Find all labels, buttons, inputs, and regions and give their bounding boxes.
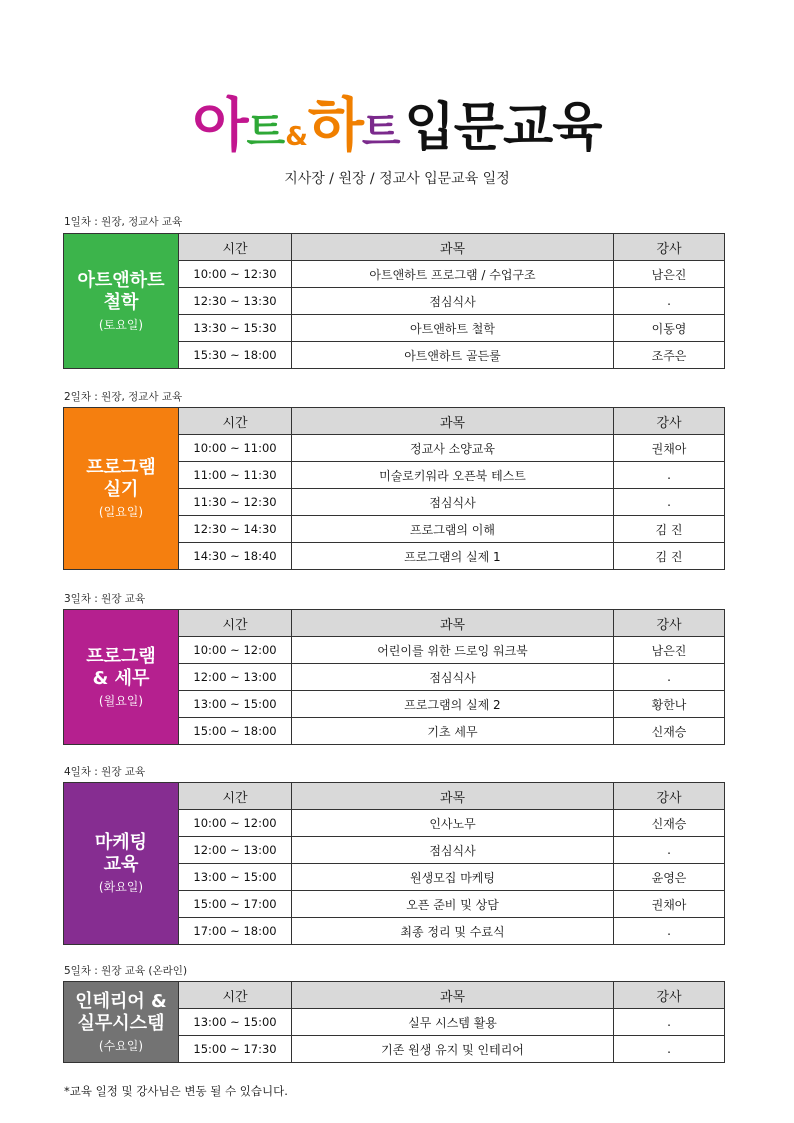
header-time: 시간 [179, 982, 292, 1008]
header-instructor: 강사 [656, 415, 682, 431]
day-block [63, 782, 725, 945]
table-row [179, 690, 724, 717]
logo [0, 78, 794, 162]
cell-time: 11:30 ~ 12:30 [179, 489, 292, 515]
table-row [179, 260, 724, 287]
cell-subject: 미술로키워라 오픈북 테스트 [292, 462, 614, 488]
table-row [179, 636, 724, 663]
day-weekday: (수요일) [98, 1038, 144, 1053]
cell-time: 13:30 ~ 15:30 [179, 315, 292, 341]
day-label: 4일차 : 원장 교육 [64, 766, 146, 778]
cell-time: 10:00 ~ 12:00 [179, 637, 292, 663]
day-title-line2: 교육 [103, 854, 139, 875]
header-instructor: 강사 [656, 241, 682, 257]
cell-time: 13:00 ~ 15:00 [179, 691, 292, 717]
cell-time: 12:30 ~ 14:30 [179, 516, 292, 542]
cell-time: 10:00 ~ 12:30 [179, 261, 292, 287]
cell-subject: 프로그램의 이해 [292, 516, 614, 542]
day-title-line2: 실기 [103, 479, 139, 500]
cell-instructor: 권채아 [651, 897, 687, 912]
cell-subject: 아트앤하트 프로그램 / 수업구조 [292, 261, 614, 287]
table-row [179, 836, 724, 863]
cell-instructor: . [667, 468, 671, 482]
header-instructor: 강사 [656, 989, 682, 1005]
cell-subject: 프로그램의 실제 2 [292, 691, 614, 717]
day-block [63, 981, 725, 1063]
cell-time: 15:00 ~ 17:00 [179, 891, 292, 917]
cell-subject: 오픈 준비 및 상담 [292, 891, 614, 917]
table-row [179, 1008, 724, 1035]
day-weekday: (화요일) [98, 880, 144, 894]
table-header [179, 408, 724, 434]
cell-subject: 인사노무 [292, 810, 614, 836]
cell-time: 13:00 ~ 15:00 [179, 1009, 292, 1035]
cell-time: 10:00 ~ 11:00 [179, 435, 292, 461]
cell-time: 15:00 ~ 18:00 [179, 718, 292, 744]
cell-time: 14:30 ~ 18:40 [179, 543, 292, 569]
header-time: 시간 [179, 234, 292, 260]
cell-instructor: 김 진 [655, 549, 683, 564]
cell-instructor: . [667, 1015, 671, 1029]
schedule-table [179, 982, 724, 1062]
cell-subject: 점심식사 [292, 489, 614, 515]
header-time: 시간 [179, 408, 292, 434]
cell-subject: 실무 시스템 활용 [292, 1009, 614, 1035]
cell-instructor: . [667, 1042, 671, 1056]
cell-subject: 아트앤하트 골든룰 [292, 342, 614, 368]
day-block [63, 609, 725, 745]
day-title-panel [64, 982, 179, 1062]
logo-char-3: 하 [307, 91, 362, 159]
table-row [179, 1035, 724, 1062]
header-subject: 과목 [292, 234, 614, 260]
logo-ampersand: & [285, 122, 308, 152]
cell-subject: 프로그램의 실제 1 [292, 543, 614, 569]
day-block [63, 407, 725, 570]
day-block [63, 233, 725, 369]
cell-instructor: 신재승 [651, 724, 687, 739]
table-row [179, 341, 724, 368]
cell-instructor: 권채아 [651, 441, 687, 456]
cell-time: 12:00 ~ 13:00 [179, 664, 292, 690]
table-row [179, 515, 724, 542]
cell-instructor: 조주은 [651, 348, 687, 363]
schedule-table [179, 234, 724, 368]
table-header [179, 783, 724, 809]
day-title-line1: 아트앤하트 [77, 269, 165, 291]
day-title-panel [64, 408, 179, 569]
schedule-table [179, 610, 724, 744]
cell-subject: 점심식사 [292, 837, 614, 863]
cell-time: 11:00 ~ 11:30 [179, 462, 292, 488]
day-label: 1일차 : 원장, 정교사 교육 [64, 216, 183, 228]
cell-instructor: 신재승 [651, 816, 687, 831]
cell-subject: 정교사 소양교육 [292, 435, 614, 461]
table-row [179, 542, 724, 569]
header-subject: 과목 [292, 783, 614, 809]
day-label: 3일차 : 원장 교육 [64, 593, 146, 605]
day-title-line2: & 세무 [92, 667, 150, 689]
day-title-line2: 실무시스템 [77, 1012, 165, 1034]
cell-instructor: . [667, 495, 671, 509]
logo-char-4: 트 [361, 109, 401, 155]
day-title-line1: 인테리어 & [75, 990, 167, 1012]
cell-instructor: 남은진 [651, 643, 687, 658]
schedule-table [179, 408, 724, 569]
day-title-panel [64, 610, 179, 744]
footnote: *교육 일정 및 강사님은 변동 될 수 있습니다. [64, 1084, 288, 1098]
cell-subject: 어린이를 위한 드로잉 워크북 [292, 637, 614, 663]
cell-subject: 기초 세무 [292, 718, 614, 744]
cell-instructor: 황한나 [651, 697, 687, 712]
table-row [179, 287, 724, 314]
table-row [179, 488, 724, 515]
table-row [179, 809, 724, 836]
day-weekday: (토요일) [98, 317, 144, 332]
table-header [179, 610, 724, 636]
subtitle: 지사장 / 원장 / 정교사 입문교육 일정 [284, 171, 510, 187]
cell-subject: 원생모집 마케팅 [292, 864, 614, 890]
day-label: 5일차 : 원장 교육 (온라인) [64, 965, 188, 977]
cell-time: 13:00 ~ 15:00 [179, 864, 292, 890]
cell-subject: 점심식사 [292, 288, 614, 314]
logo-char-1: 아 [192, 91, 247, 159]
cell-time: 12:30 ~ 13:30 [179, 288, 292, 314]
table-row [179, 314, 724, 341]
cell-subject: 최종 정리 및 수료식 [292, 918, 614, 944]
header-subject: 과목 [292, 408, 614, 434]
header-instructor: 강사 [656, 790, 682, 806]
cell-time: 10:00 ~ 12:00 [179, 810, 292, 836]
cell-time: 15:30 ~ 18:00 [179, 342, 292, 368]
header-subject: 과목 [292, 982, 614, 1008]
cell-instructor: . [667, 924, 671, 938]
table-row [179, 434, 724, 461]
day-title-line1: 마케팅 [94, 832, 148, 853]
day-weekday: (월요일) [98, 693, 144, 708]
cell-subject: 점심식사 [292, 664, 614, 690]
header-time: 시간 [179, 610, 292, 636]
cell-instructor: 이동영 [651, 321, 687, 336]
schedule-table [179, 783, 724, 944]
cell-instructor: 김 진 [655, 522, 683, 537]
table-row [179, 917, 724, 944]
cell-instructor: . [667, 843, 671, 857]
cell-time: 17:00 ~ 18:00 [179, 918, 292, 944]
cell-subject: 기존 원생 유지 및 인테리어 [292, 1036, 614, 1062]
cell-subject: 아트앤하트 철학 [292, 315, 614, 341]
table-row [179, 717, 724, 744]
cell-instructor: 윤영은 [651, 870, 687, 885]
cell-instructor: . [667, 670, 671, 684]
table-row [179, 663, 724, 690]
cell-instructor: 남은진 [651, 267, 687, 282]
table-row [179, 461, 724, 488]
table-header [179, 234, 724, 260]
cell-time: 15:00 ~ 17:30 [179, 1036, 292, 1062]
day-title-line1: 프로그램 [86, 457, 156, 478]
day-title-line2: 철학 [103, 291, 139, 313]
table-row [179, 863, 724, 890]
table-row [179, 890, 724, 917]
header-time: 시간 [179, 783, 292, 809]
cell-time: 12:00 ~ 13:00 [179, 837, 292, 863]
header-subject: 과목 [292, 610, 614, 636]
table-header [179, 982, 724, 1008]
logo-char-2: 트 [246, 109, 286, 155]
day-title-panel [64, 234, 179, 368]
day-title-line1: 프로그램 [86, 645, 156, 667]
header-instructor: 강사 [656, 617, 682, 633]
logo-title: 입문교육 [404, 98, 602, 158]
day-label: 2일차 : 원장, 정교사 교육 [64, 391, 183, 403]
day-weekday: (일요일) [98, 505, 144, 519]
cell-instructor: . [667, 294, 671, 308]
day-title-panel [64, 783, 179, 944]
